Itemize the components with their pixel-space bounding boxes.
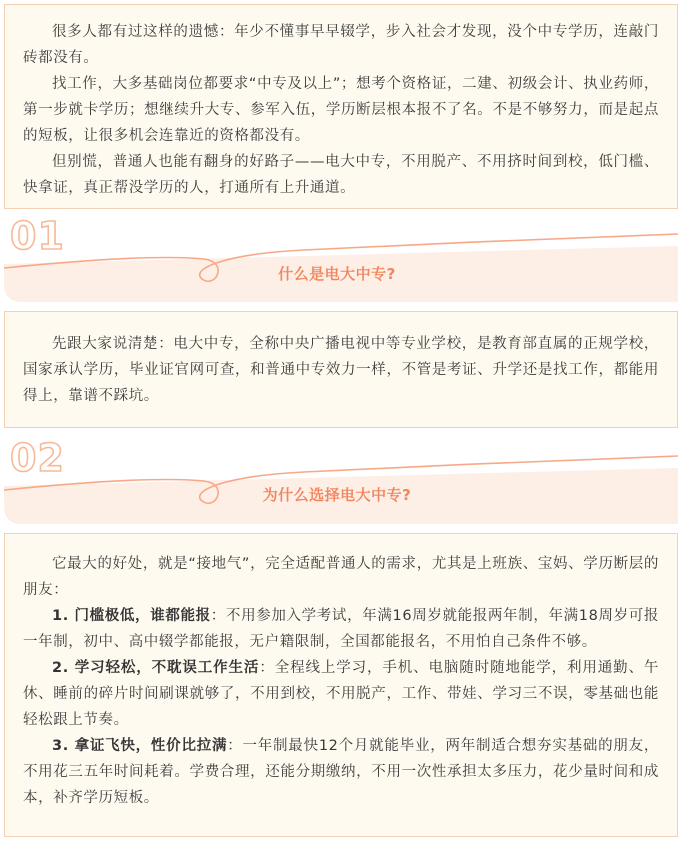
section-number: 02 (10, 436, 65, 480)
intro-box (4, 4, 678, 209)
section1-box (4, 311, 678, 428)
intro-paragraph: 找工作，大多基础岗位都要求“中专及以上”；想考个资格证，二建、初级会计、执业药师，第一步就卡学历；想继续升大专、参军入伍，学历断层根本报不了名。不是不够努力，而是起点的短板，让很多机会连靠近的资格都没有。 (23, 76, 659, 144)
section-title: 为什么选择电大中专? (262, 486, 412, 504)
section-header-01 (4, 214, 678, 306)
section2-point (23, 603, 659, 655)
section2-point (23, 655, 659, 733)
section-title: 什么是电大中专? (278, 265, 396, 283)
point-text: ：一年制最快12个月就能毕业，两年制适合想夯实基础的朋友，不用花三五年时间耗着。学费合理，还能分期缴纳，不用一次性承担太多压力，花少量时间和成本，补齐学历短板。 (23, 738, 659, 806)
point-text: ：不用参加入学考试，年满16周岁就能报两年制，年满18周岁可报一年制，初中、高中辍学都能报，无户籍限制，全国都能报名，不用怕自己条件不够。 (23, 608, 659, 650)
section-header-decoration (4, 436, 678, 528)
point-heading: 3. 拿证飞快，性价比拉满 (52, 738, 228, 754)
section2-intro: 它最大的好处，就是“接地气”，完全适配普通人的需求，尤其是上班族、宝妈、学历断层的朋友： (23, 556, 659, 598)
intro-paragraph: 但别慌，普通人也能有翻身的好路子——电大中专，不用脱产、不用挤时间到校，低门槛、快拿证，真正帮没学历的人，打通所有上升通道。 (23, 154, 659, 196)
section-number: 01 (10, 214, 65, 258)
point-text: ：全程线上学习，手机、电脑随时随地能学，利用通勤、午休、睡前的碎片时间刷课就够了，不用到校，不用脱产，工作、带娃、学习三不误，零基础也能轻松跟上节奏。 (23, 660, 659, 728)
point-heading: 2. 学习轻松，不耽误工作生活 (52, 660, 260, 676)
section2-point (23, 733, 659, 811)
section-header-02 (4, 436, 678, 528)
section1-paragraph: 先跟大家说清楚：电大中专，全称中央广播电视中等专业学校，是教育部直属的正规学校，国家承认学历，毕业证官网可查，和普通中专效力一样，不管是考证、升学还是找工作，都能用得上，靠谱不踩坑。 (23, 336, 659, 404)
section-header-decoration (4, 214, 678, 306)
section2-box (4, 533, 678, 837)
point-heading: 1. 门槛极低，谁都能报 (52, 608, 211, 624)
intro-paragraph: 很多人都有过这样的遗憾：年少不懂事早早辍学，步入社会才发现，没个中专学历，连敲门砖都没有。 (23, 24, 659, 66)
